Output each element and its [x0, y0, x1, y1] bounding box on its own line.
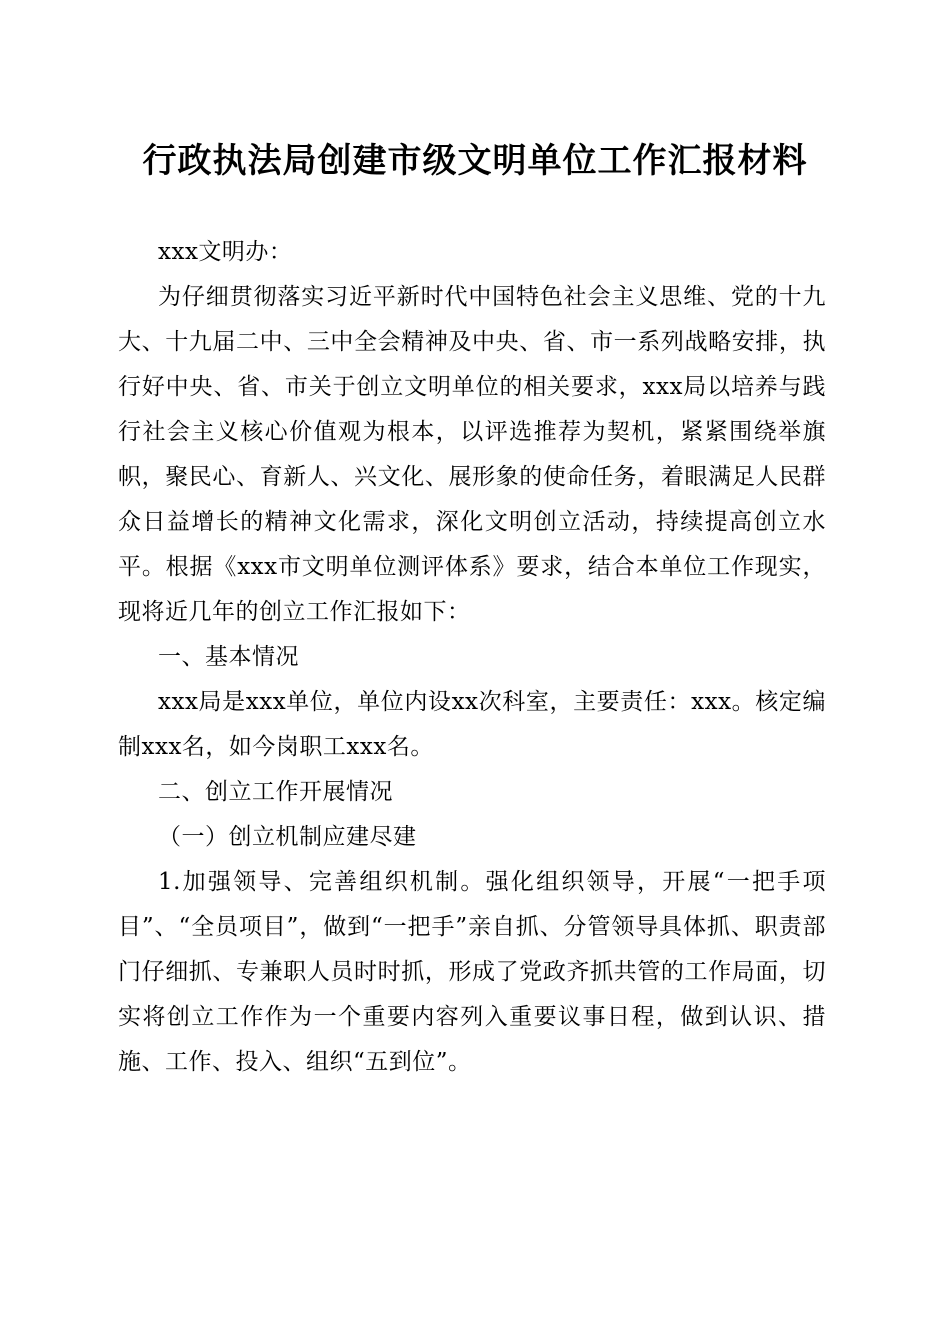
section-heading-work-progress: 二、创立工作开展情况: [158, 779, 393, 805]
subsection-heading-mechanism: （一）创立机制应建尽建: [158, 824, 417, 850]
salutation: xxx文明办：: [158, 239, 293, 265]
intro-paragraph: 为仔细贯彻落实习近平新时代中国特色社会主义思维、党的十九大、十九届二中、三中全会精神及中央、省、市一系列战略安排，执行好中央、省、市关于创立文明单位的相关要求，xxx局以培养与践行社会主义核心价值观为根本，以评选推荐为契机，紧紧围绕举旗帜，聚民心、育新人、兴文化、展形象的使命任务，着眼满足人民群众日益增长的精神文化需求，深化文明创立活动，持续提高创立水平。根据《xxx市文明单位测评体系》要求，结合本单位工作现实，现将近几年的创立工作汇报如下：: [118, 284, 826, 625]
item-1-paragraph: 1.加强领导、完善组织机制。强化组织领导，开展“一把手项目”、“全员项目”，做到“一把手”亲自抓、分管领导具体抓、职责部门仔细抓、专兼职人员时时抓，形成了党政齐抓共管的工作局面，切实将创立工作作为一个重要内容列入重要议事日程，做到认识、措施、工作、投入、组织“五到位”。: [118, 869, 826, 1075]
section-heading-basic-info: 一、基本情况: [158, 644, 299, 670]
document-title: 行政执法局创建市级文明单位工作汇报材料: [142, 141, 808, 181]
basic-info-paragraph: xxx局是xxx单位，单位内设xx次科室，主要责任：xxx。核定编制xxx名，如今岗职工xxx名。: [118, 689, 826, 760]
document-body: [118, 230, 826, 1085]
